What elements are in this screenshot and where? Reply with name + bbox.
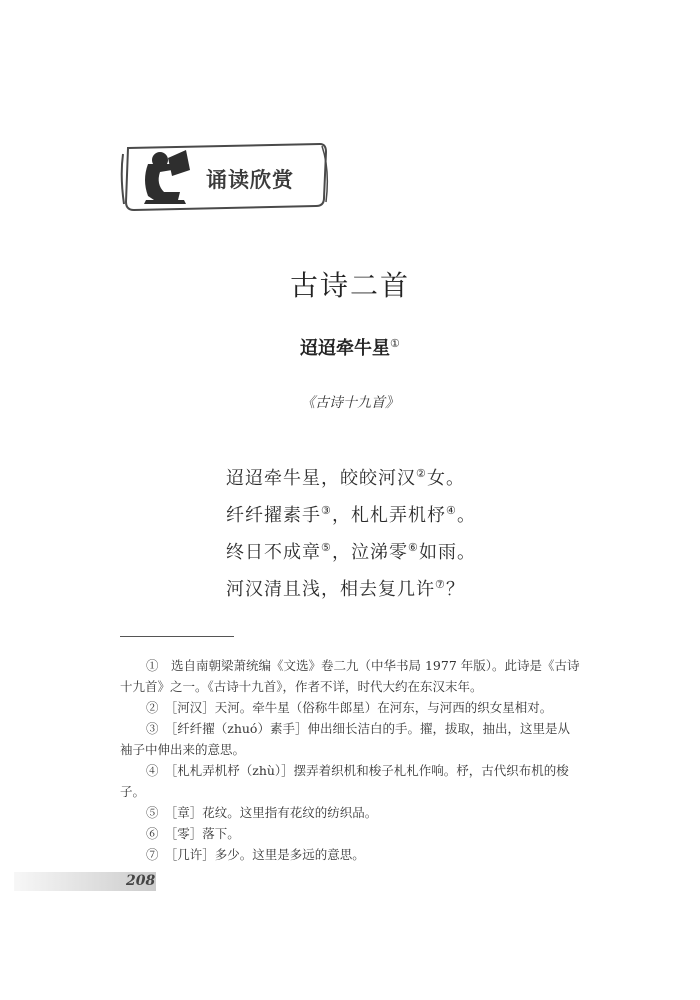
page-number: 208 — [126, 873, 156, 889]
footnote: ① 选自南朝梁萧统编《文选》卷二九（中华书局 1977 年版）。此诗是《古诗十九首》之一。《古诗十九首》，作者不详，时代大约在东汉末年。 — [120, 658, 580, 694]
footnote: ⑦ ［几许］多少。这里是多远的意思。 — [146, 847, 365, 862]
poem-line: 终日不成章⑤，泣涕零⑥如雨。 — [226, 541, 477, 563]
footnote: ④ ［札札弄机杼（zhù）］摆弄着织机和梭子札札作响。杼，古代织布机的梭子。 — [120, 763, 569, 799]
footnote: ⑥ ［零］落下。 — [146, 826, 240, 841]
poem-line: 河汉清且浅，相去复几许⑦？ — [226, 578, 466, 600]
footnote-divider — [120, 636, 234, 637]
poem-title: 迢迢牵牛星① — [299, 337, 400, 359]
poem-line: 纤纤擢素手③，札札弄机杼④。 — [226, 504, 477, 526]
footnote: ⑤ ［章］花纹。这里指有花纹的纺织品。 — [146, 805, 378, 820]
section-title: 诵读欣赏 — [206, 168, 294, 192]
section-banner — [120, 140, 330, 212]
footnote: ② ［河汉］天河。牵牛星（俗称牛郎星）在河东，与河西的织女星相对。 — [146, 700, 553, 715]
lesson-title: 古诗二首 — [289, 269, 410, 302]
poem-source: 《古诗十九首》 — [301, 395, 399, 411]
footnote-mark: ① — [389, 337, 400, 350]
footnote: ③ ［纤纤擢（zhuó）素手］伸出细长洁白的手。擢，拔取，抽出，这里是从袖子中伸出来的意思。 — [120, 721, 570, 757]
footnotes — [120, 655, 582, 865]
poem-line: 迢迢牵牛星，皎皎河汉②女。 — [226, 467, 466, 489]
poem-body — [226, 458, 476, 606]
